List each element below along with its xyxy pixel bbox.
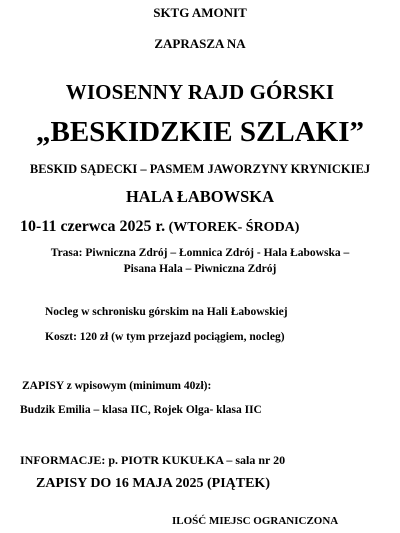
limited-places-notice: ILOŚĆ MIEJSC OGRANICZONA	[172, 515, 339, 527]
signup-heading: ZAPISY z wpisowym (minimum 40zł):	[22, 380, 212, 392]
signup-contacts: Budzik Emilia – klasa IIC, Rojek Olga- klasa IIC	[20, 404, 262, 416]
route-line1: Trasa: Piwniczna Zdrój – Łomnica Zdrój - Hala Łabowska –	[50, 247, 350, 259]
event-place: HALA ŁABOWSKA	[125, 187, 275, 206]
route-line2: Pisana Hala – Piwniczna Zdrój	[123, 263, 277, 275]
event-dates-days: (WTOREK- ŚRODA)	[165, 220, 300, 235]
signup-deadline: ZAPISY DO 16 MAJA 2025 (PIĄTEK)	[36, 476, 270, 491]
invite-text: ZAPRASZA NA	[154, 36, 246, 51]
cost-info: Koszt: 120 zł (w tym przejazd pociągiem, nocleg)	[45, 331, 285, 343]
event-title-line2: „BESKIDZKIE SZLAKI”	[36, 116, 364, 148]
event-dates-main: 10-11 czerwca 2025 r.	[20, 218, 166, 235]
organizer-name: SKTG AMONIT	[153, 5, 247, 20]
info-contact: INFORMACJE: p. PIOTR KUKUŁKA – sala nr 20	[20, 453, 286, 467]
event-title-line1: WIOSENNY RAJD GÓRSKI	[65, 80, 335, 104]
event-region: BESKID SĄDECKI – PASMEM JAWORZYNY KRYNICKIEJ	[29, 162, 371, 176]
event-dates	[20, 219, 299, 235]
lodging-info: Nocleg w schronisku górskim na Hali Łabowskiej	[45, 306, 288, 318]
